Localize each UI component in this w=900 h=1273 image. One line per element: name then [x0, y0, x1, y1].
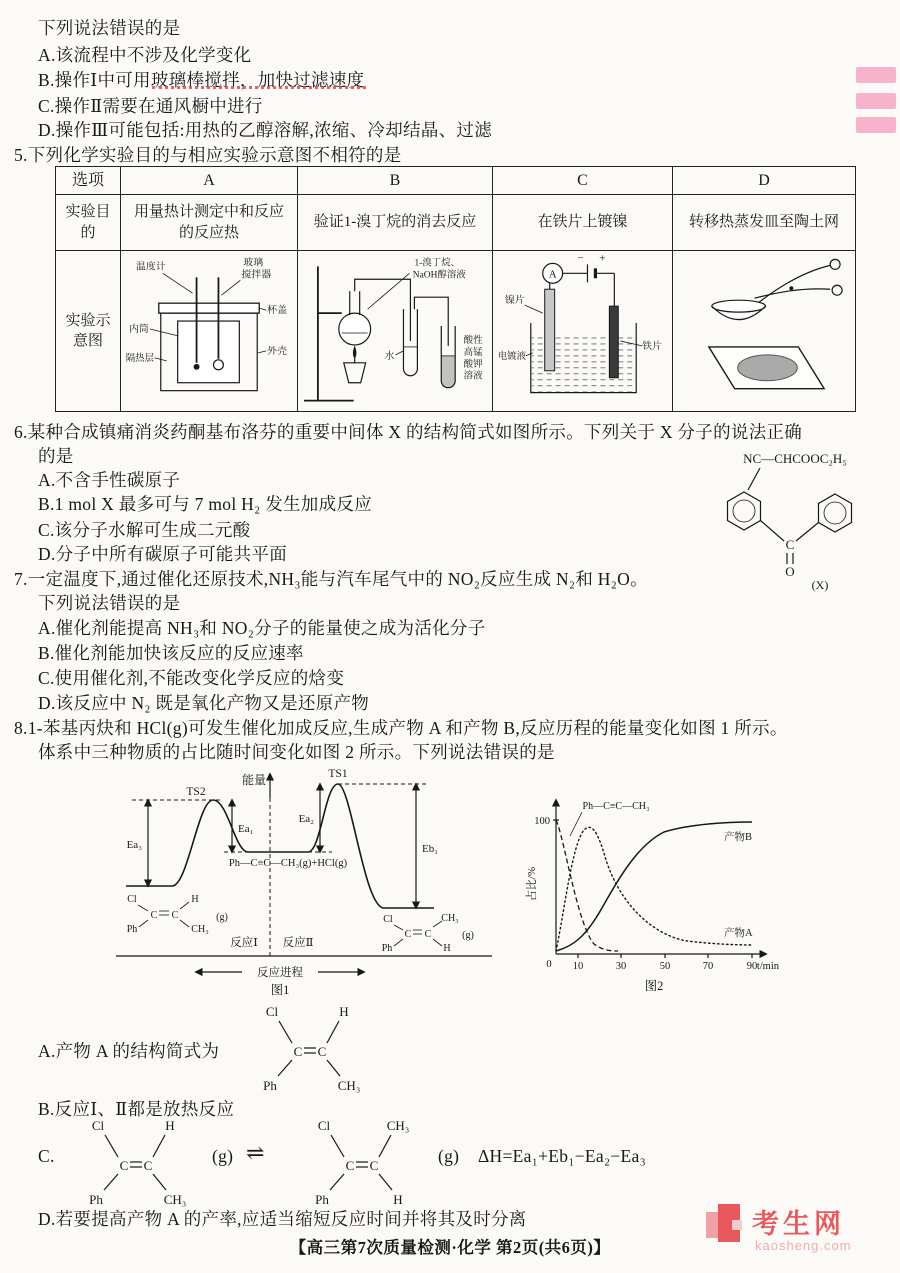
svg-text:C: C — [317, 1044, 327, 1059]
flask — [339, 291, 371, 345]
table-cell-purpose-a: 用量热计测定中和反应的反应热 — [121, 195, 298, 251]
starting-material-label: Ph—C≡C—CH₃ — [582, 801, 650, 812]
q7-stem-line1: 7.一定温度下,通过催化还原技术,NH₃能与汽车尾气中的 NO₂反应生成 N₂和 H₂O。 — [14, 569, 648, 589]
ammeter-label: A — [548, 267, 557, 280]
equilibrium-arrow: ⇌ — [246, 1140, 265, 1165]
svg-text:C: C — [119, 1158, 129, 1173]
bonds — [330, 1135, 392, 1190]
carbonyl-o: O — [785, 564, 795, 579]
label-kmno4-1: 酸性 — [463, 335, 483, 346]
table-cell-diagram-c — [493, 251, 673, 412]
pink-highlight-2 — [856, 93, 896, 109]
svg-text:Cl: Cl — [265, 1004, 279, 1019]
structure-x-label: (X) — [811, 578, 829, 592]
q8-stem-line2: 体系中三种物质的占比随时间变化如图 2 所示。下列说法错误的是 — [38, 742, 555, 762]
table-header-cell: D — [673, 167, 856, 195]
q7-option-d: D.该反应中 N₂ 既是氧化产物又是还原产物 — [38, 693, 370, 713]
q4-option-b: B.操作Ⅰ中可用玻璃棒搅拌，加快过滤速度 — [38, 70, 365, 90]
svg-text:C: C — [404, 929, 412, 940]
left-well-structure — [127, 894, 228, 935]
q6-option-c: C.该分子水解可生成二元酸 — [38, 520, 251, 540]
x-axis-unit: t/min — [756, 961, 779, 972]
ea1-label: Ea₁ — [238, 823, 254, 835]
product-a-structure — [232, 998, 382, 1096]
xtick-10: 10 — [572, 961, 584, 972]
clay-tile — [709, 346, 824, 388]
xtick-90: 90 — [746, 961, 758, 972]
equilibrium-right-structure — [284, 1112, 434, 1210]
svg-text:Ph: Ph — [315, 1192, 329, 1207]
xtick-70: 70 — [702, 961, 714, 972]
svg-text:H: H — [339, 1004, 349, 1019]
svg-text:H: H — [393, 1192, 403, 1207]
battery-plus: + — [599, 251, 606, 264]
figure1-caption: 图1 — [270, 983, 290, 997]
q4-option-c: C.操作Ⅱ需要在通风橱中进行 — [38, 96, 263, 116]
label-stirrer-1: 玻璃 — [243, 256, 264, 268]
table-cell-purpose-c: 在铁片上镀镍 — [493, 195, 673, 251]
iron-electrode — [609, 306, 618, 378]
red-dotted-underline — [152, 86, 366, 89]
benzene-ring-left — [728, 492, 761, 530]
table-cell-purpose-d: 转移热蒸发皿至陶土网 — [673, 195, 856, 251]
watermark-name: 考生网 — [752, 1209, 845, 1239]
svg-text:CH₃: CH₃ — [191, 924, 209, 935]
structure-x-diagram — [698, 450, 893, 592]
label-kmno4-2: 高锰 — [463, 347, 483, 358]
svg-text:H: H — [191, 894, 199, 905]
state-symbol-2: (g) — [438, 1146, 460, 1166]
reactant-label: Ph—C≡C—CH₃(g)+HCl(g) — [228, 858, 348, 869]
q4-stem: 下列说法错误的是 — [38, 18, 181, 38]
svg-text:C: C — [150, 910, 158, 921]
alcohol-lamp — [344, 344, 366, 382]
battery-minus: − — [577, 251, 584, 264]
watermark-logo-block — [732, 1220, 742, 1230]
ea2-label: Ea₂ — [298, 813, 314, 825]
calorimeter-vessel — [159, 277, 259, 390]
q4-option-d: D.操作Ⅲ可能包括:用热的乙醇溶解,浓缩、冷却结晶、过滤 — [38, 120, 493, 140]
curve-product-b — [556, 822, 752, 951]
activation-energy-arrows — [148, 784, 416, 908]
svg-text:C: C — [293, 1044, 303, 1059]
label-kmno4-3: 酸钾 — [463, 359, 483, 370]
q7-option-c: C.使用催化剂,不能改变化学反应的焓变 — [38, 668, 345, 688]
structure-x-formula: NC—CHCOOC₂H₅ — [743, 451, 847, 466]
table-header-cell: B — [298, 167, 493, 195]
xtick-50: 50 — [659, 961, 671, 972]
y-axis-label: 占比/% — [526, 866, 538, 902]
svg-text:(g): (g) — [462, 930, 474, 941]
progress-axis-label: 反应进程 — [257, 967, 303, 979]
svg-text:C: C — [143, 1158, 153, 1173]
benzene-ring-right — [819, 494, 852, 532]
table-cell-diagram-d — [673, 251, 856, 412]
figure2-caption: 图2 — [644, 979, 664, 993]
energy-axis-label: 能量 — [241, 773, 266, 787]
svg-text:CH₃: CH₃ — [337, 1078, 361, 1093]
watermark — [702, 1200, 898, 1266]
product-a-label: 产物A — [724, 928, 753, 939]
svg-text:CH₃: CH₃ — [386, 1118, 410, 1133]
energy-curve — [126, 784, 434, 908]
svg-text:Ph: Ph — [381, 943, 393, 954]
eb1-label: Eb₁ — [422, 843, 439, 855]
nickel-electrode — [545, 289, 555, 371]
q8-option-d: D.若要提高产物 A 的产率,应适当缩短反应时间并将其及时分离 — [38, 1209, 527, 1229]
q8-option-c-prefix: C. — [38, 1146, 55, 1166]
svg-text:(g): (g) — [216, 912, 228, 923]
svg-text:Ph: Ph — [126, 924, 138, 935]
q8-option-a-text: A.产物 A 的结构简式为 — [38, 1041, 220, 1061]
label-kmno4-4: 溶液 — [463, 371, 483, 382]
ytick-100: 100 — [534, 816, 550, 827]
right-well-structure — [382, 913, 474, 954]
svg-text:C: C — [171, 910, 179, 921]
electroplating-diagram — [493, 251, 672, 412]
origin-label: 0 — [546, 959, 552, 970]
q7-stem-line2: 下列说法错误的是 — [38, 593, 181, 613]
svg-text:Ph: Ph — [263, 1078, 277, 1093]
battery-symbol — [587, 264, 595, 282]
svg-text:Cl: Cl — [383, 914, 393, 925]
pink-highlight-3 — [856, 117, 896, 133]
svg-text:Cl: Cl — [91, 1118, 105, 1133]
svg-text:C: C — [424, 929, 432, 940]
q6-option-a: A.不含手性碳原子 — [38, 470, 181, 490]
label-thermometer: 温度计 — [135, 260, 166, 272]
q8-option-b: B.反应Ⅰ、Ⅱ都是放热反应 — [38, 1099, 235, 1119]
calorimeter-diagram — [121, 251, 297, 412]
figure1-energy-profile — [92, 760, 516, 998]
table-cell-diagram-b — [298, 251, 493, 412]
bonds — [104, 1135, 166, 1190]
svg-text:CH₃: CH₃ — [163, 1192, 187, 1207]
table-cell-purpose-b: 验证1-溴丁烷的消去反应 — [298, 195, 493, 251]
q8-stem-line1: 8.1-苯基丙炔和 HCl(g)可发生催化加成反应,生成产物 A 和产物 B,反应历程的能量变化如图 1 所示。 — [14, 718, 788, 738]
bonds — [278, 1021, 340, 1076]
connecting-tube — [414, 297, 448, 346]
q5-table — [55, 166, 856, 412]
state-symbol-1: (g) — [212, 1146, 234, 1166]
svg-text:CH₃: CH₃ — [441, 913, 459, 924]
q7-option-a: A.催化剂能提高 NH₃和 NO₂分子的能量使之成为活化分子 — [38, 618, 486, 638]
label-insulation: 隔热层 — [125, 353, 155, 364]
svg-text:Ph: Ph — [89, 1192, 103, 1207]
label-stirrer-2: 搅拌器 — [241, 268, 272, 280]
table-header-cell: A — [121, 167, 298, 195]
reaction2-label: 反应Ⅱ — [282, 937, 314, 949]
label-lid: 杯盖 — [267, 304, 288, 316]
crucible-tongs — [753, 259, 843, 307]
figure2-fraction-time-chart — [522, 784, 780, 996]
evaporating-dish — [712, 300, 766, 319]
label-bath: 电镀液 — [497, 351, 527, 362]
watermark-site: kaosheng.com — [755, 1238, 852, 1253]
q4-option-a: A.该流程中不涉及化学变化 — [38, 45, 252, 65]
table-row-label: 实验目的 — [56, 195, 121, 251]
label-reagent-2: NaOH醇溶液 — [412, 269, 466, 280]
label-iron: 铁片 — [642, 340, 663, 352]
q5-stem: 5.下列化学实验目的与相应实验示意图不相符的是 — [14, 145, 402, 165]
table-header-cell: 选项 — [56, 167, 121, 195]
label-shell: 外壳 — [267, 345, 288, 357]
table-cell-diagram-a — [121, 251, 298, 412]
table-header-cell: C — [493, 167, 673, 195]
pink-highlight-1 — [856, 67, 896, 83]
reaction1-label: 反应Ⅰ — [230, 937, 258, 949]
label-water: 水 — [384, 350, 395, 362]
q7-option-b: B.催化剂能加快该反应的反应速率 — [38, 643, 304, 663]
carbonyl-c: C — [785, 537, 795, 552]
xtick-30: 30 — [615, 961, 627, 972]
equilibrium-left-structure — [58, 1112, 208, 1210]
q6-option-b: B.1 mol X 最多可与 7 mol H₂ 发生加成反应 — [38, 494, 372, 514]
enthalpy-equation: ΔH=Ea₁+Eb₁−Ea₂−Ea₃ — [478, 1146, 646, 1166]
q6-option-d: D.分子中所有碳原子可能共平面 — [38, 544, 288, 564]
product-b-label: 产物B — [724, 832, 753, 843]
label-nickel: 镍片 — [504, 294, 525, 306]
q6-stem-line2: 的是 — [38, 446, 74, 466]
elimination-apparatus-diagram — [298, 251, 492, 412]
ts2-label: TS2 — [186, 786, 206, 798]
dish-transfer-diagram — [673, 251, 855, 412]
svg-text:H: H — [165, 1118, 175, 1133]
svg-text:Cl: Cl — [317, 1118, 331, 1133]
svg-text:Cl: Cl — [127, 894, 137, 905]
svg-text:C: C — [369, 1158, 379, 1173]
q6-stem-line1: 6.某种合成镇痛消炎药酮基布洛芬的重要中间体 X 的结构简式如图所示。下列关于 X 分子的说法正确 — [14, 422, 803, 442]
svg-text:C: C — [345, 1158, 355, 1173]
ea3-label: Ea₃ — [126, 839, 142, 851]
label-inner-cup: 内筒 — [128, 323, 149, 335]
table-row-label: 实验示意图 — [56, 251, 121, 412]
label-reagent-1: 1-溴丁烷、 — [414, 257, 461, 268]
ts1-label: TS1 — [328, 768, 348, 780]
svg-text:H: H — [443, 943, 451, 954]
page-footer: 【高三第7次质量检测·化学 第2页(共6页)】 — [289, 1238, 611, 1257]
